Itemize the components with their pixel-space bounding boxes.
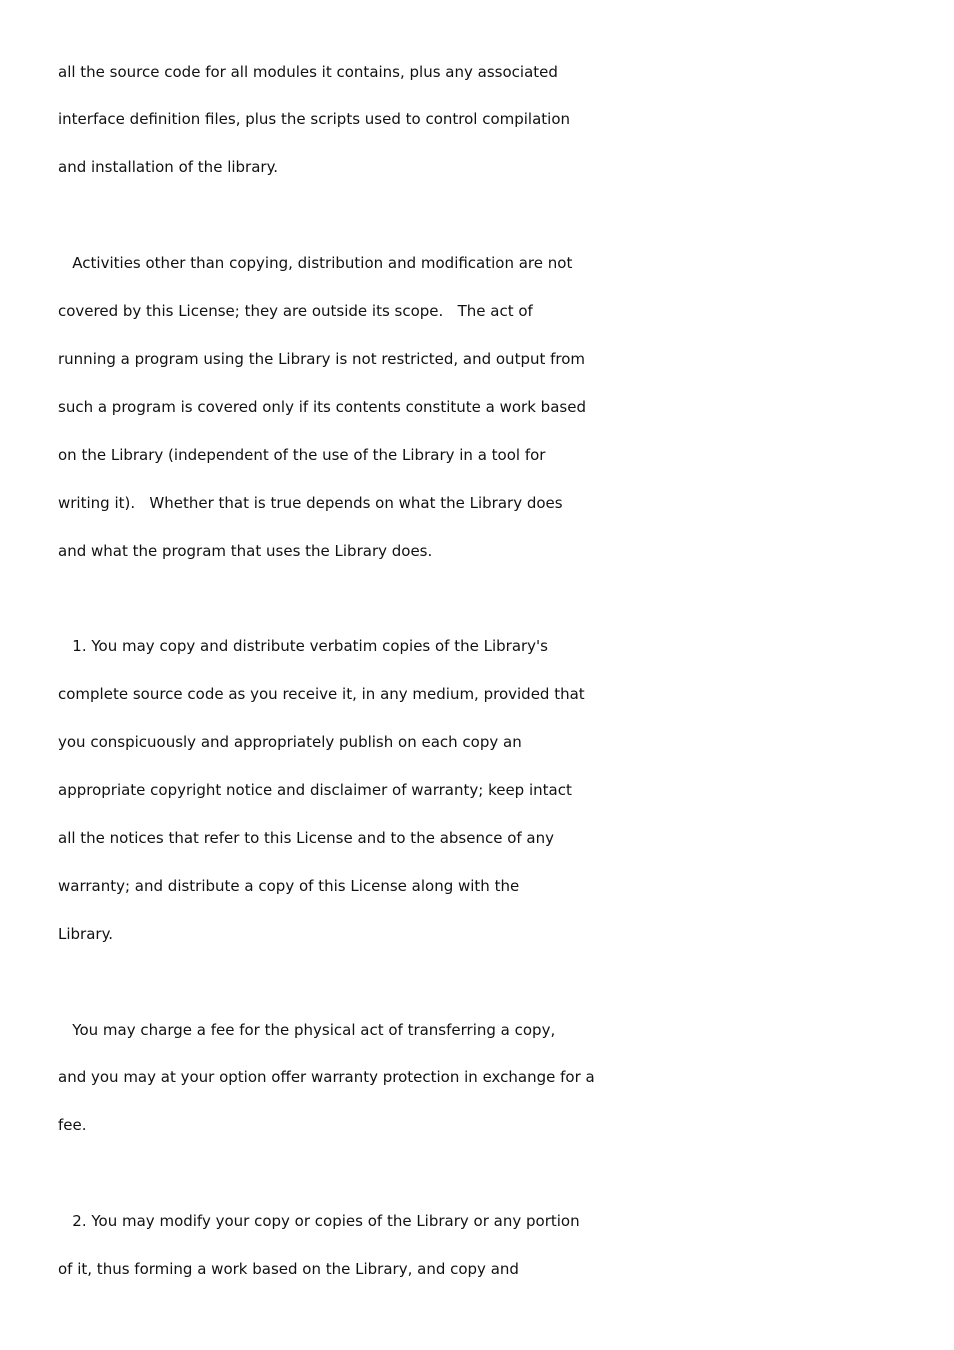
- text-line: appropriate copyright notice and disclaimer of warranty; keep intact: [58, 781, 572, 799]
- text-line: all the notices that refer to this License and to the absence of any: [58, 829, 555, 847]
- text-line: fee.: [58, 1116, 87, 1134]
- text-line: on the Library (independent of the use of the Library in a tool for: [58, 446, 546, 464]
- text-line: complete source code as you receive it, in any medium, provided that: [58, 685, 585, 703]
- text-line: and installation of the library.: [58, 158, 279, 176]
- text-line: 1. You may copy and distribute verbatim copies of the Library's: [58, 637, 548, 655]
- text-line: all the source code for all modules it contains, plus any associated: [58, 63, 558, 81]
- text-line: 2. You may modify your copy or copies of the Library or any portion: [58, 1212, 580, 1230]
- text-line: running a program using the Library is not restricted, and output from: [58, 350, 586, 368]
- text-line: Library.: [58, 925, 114, 943]
- text-line: writing it). Whether that is true depends on what the Library does: [58, 494, 563, 512]
- text-line: Activities other than copying, distribution and modification are not: [58, 254, 573, 272]
- text-line: such a program is covered only if its contents constitute a work based: [58, 398, 586, 416]
- text-line: and you may at your option offer warranty protection in exchange for a: [58, 1068, 595, 1086]
- text-line: covered by this License; they are outside its scope. The act of: [58, 302, 533, 320]
- text-line: and what the program that uses the Library does.: [58, 542, 433, 560]
- text-line: you conspicuously and appropriately publish on each copy an: [58, 733, 522, 751]
- text-line: of it, thus forming a work based on the Library, and copy and: [58, 1260, 519, 1278]
- text-line: warranty; and distribute a copy of this License along with the: [58, 877, 520, 895]
- text-line: interface definition files, plus the scripts used to control compilation: [58, 110, 571, 128]
- text-line: You may charge a fee for the physical act of transferring a copy,: [58, 1021, 556, 1039]
